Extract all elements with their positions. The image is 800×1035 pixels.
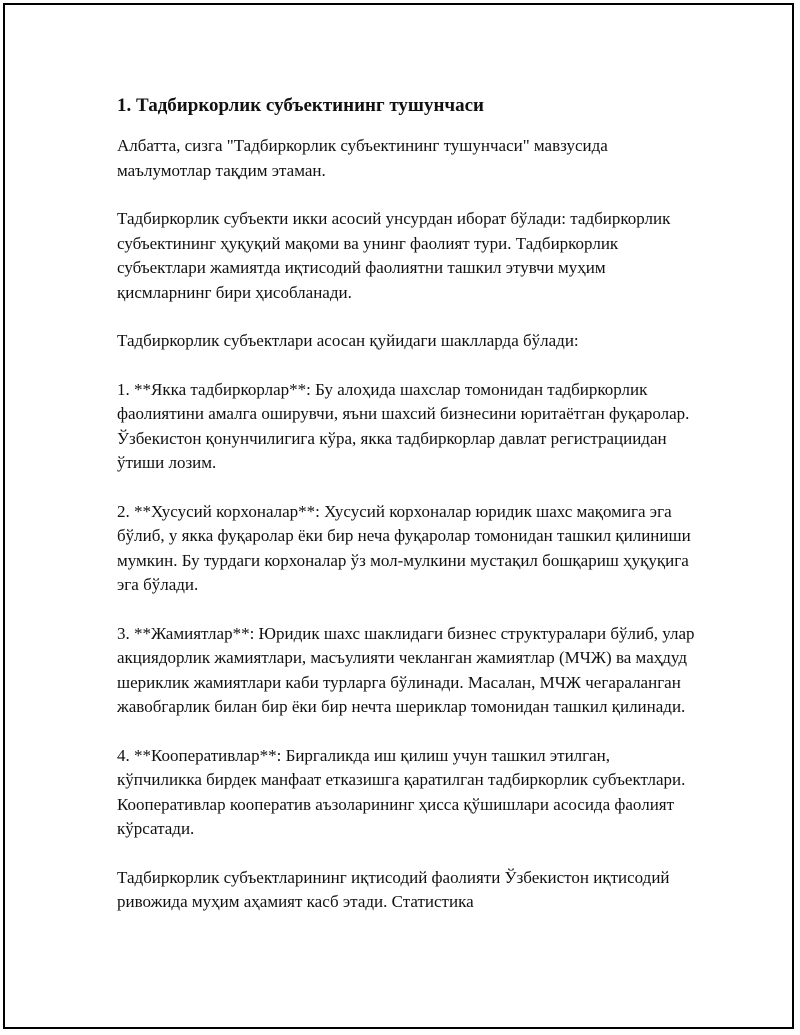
paragraph-intro: Албатта, сизга "Тадбиркорлик субъектининг тушунчаси" мавзусида маълумотлар тақдим этаман. [117, 136, 608, 180]
list-item-companies: 3. **Жамиятлар**: Юридик шахс шаклидаги бизнес структуралари бўлиб, улар акциядорлик жамиятлари, масъулияти чекланган жамиятлар (МЧЖ) ва маҳдуд шериклик жамиятлари каби турларга бўлинади. Масалан, МЧЖ чегараланган жавобгарлик билан бир ёки бир нечта шериклар томонидан ташкил қилинади. [117, 623, 695, 716]
paragraph-definition: Тадбиркорлик субъекти икки асосий унсурдан иборат бўлади: тадбиркорлик субъектининг ҳуқуқий мақоми ва унинг фаолият тури. Тадбиркорлик субъектлари жамиятда иқтисодий фаолиятни ташкил этувчи муҳим қисмларнинг бири ҳисобланади. [117, 209, 671, 302]
paragraph-forms-intro: Тадбиркорлик субъектлари асосан қуйидаги шаклларда бўлади: [117, 331, 579, 350]
list-item-cooperatives: 4. **Кооперативлар**: Биргаликда иш қилиш учун ташкил этилган, кўпчиликка бирдек манфаат етказишга қаратилган тадбиркорлик субъектлари. Кооперативлар кооператив аъзоларининг ҳисса қўшишлари асосида фаолият кўрсатади. [117, 745, 686, 838]
list-item-private-enterprises: 2. **Хусусий корхоналар**: Хусусий корхоналар юридик шахс мақомига эга бўлиб, у якка фуқаролар ёки бир неча фуқаролар томонидан ташкил қилиниши мумкин. Бу турдаги корхоналар ўз мол-мулкини мустақил бошқариш ҳуқуқига эга бўлади. [117, 501, 691, 594]
section-heading: 1. Тадбиркорлик субъектининг тушунчаси [117, 95, 485, 116]
list-item-sole-proprietors: 1. **Якка тадбиркорлар**: Бу алоҳида шахслар томонидан тадбиркорлик фаолиятини амалга оширувчи, яъни шахсий бизнесини юритаётган фуқаролар. Ўзбекистон қонунчилигига кўра, якка тадбиркорлар давлат регистрациидан ўтиши лозим. [117, 379, 690, 472]
paragraph-conclusion: Тадбиркорлик субъектларининг иқтисодий фаолияти Ўзбекистон иқтисодий ривожида муҳим аҳамият касб этади. Статистика [117, 867, 670, 911]
document-body [117, 92, 697, 939]
